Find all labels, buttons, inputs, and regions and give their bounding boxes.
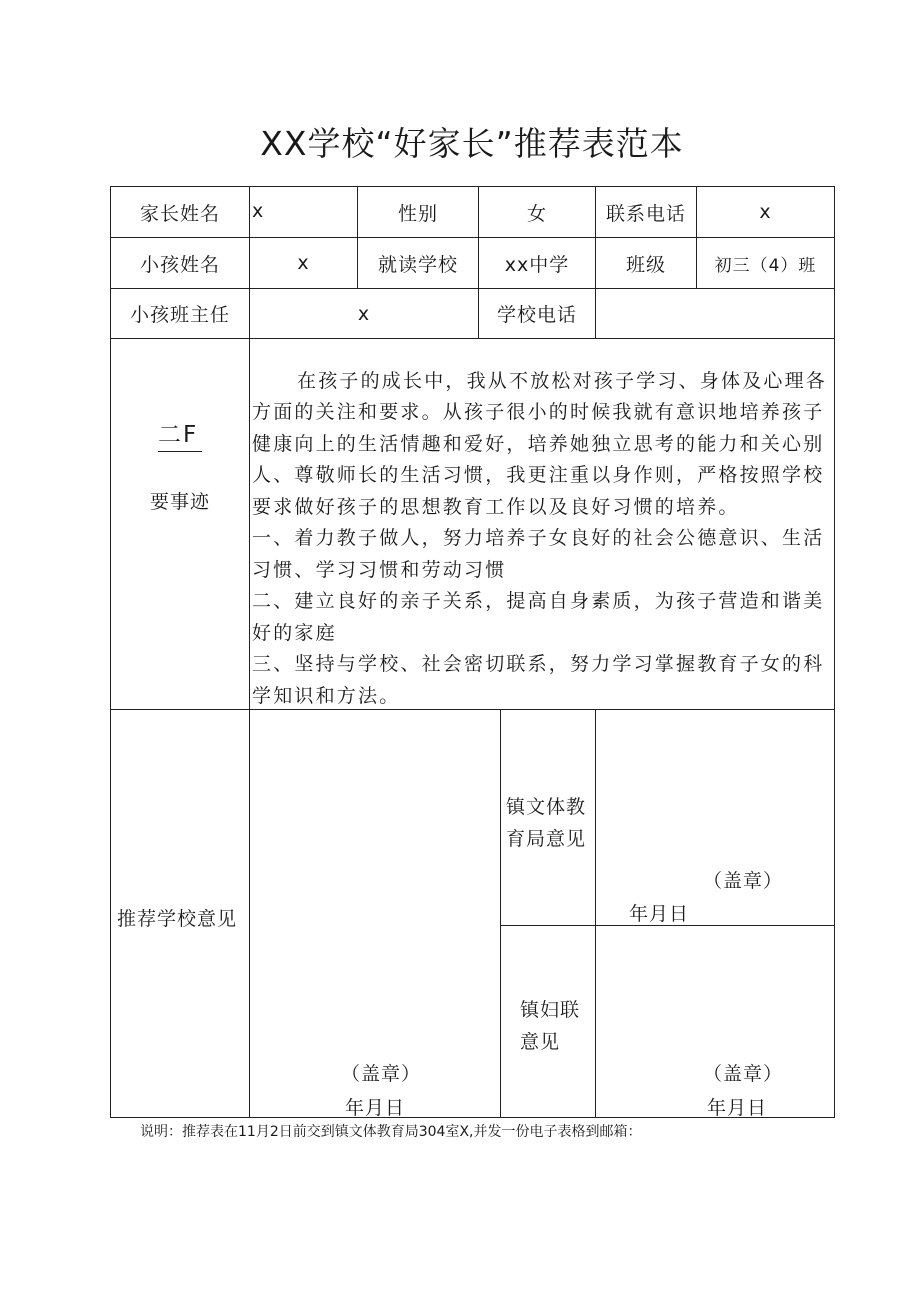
parent-name-label: 家长姓名 [139, 202, 220, 225]
column-divider [500, 709, 501, 1117]
school-date: 年月日 [345, 1097, 406, 1119]
class-value: 初三（4）班 [714, 255, 817, 276]
page-title: XX学校“好家长”推荐表范本 [260, 124, 684, 163]
deeds-label-top: 二F [158, 422, 199, 448]
deeds-line: 一、着力教子做人，努力培养子女良好的社会公德意识、生活 [252, 527, 825, 549]
teacher-value: x [357, 302, 371, 325]
bureau-label-line2: 育局意见 [506, 828, 587, 850]
footnote: 说明：推荐表在11月2日前交到镇文体教育局304室X,并发一份电子表格到邮箱： [140, 1124, 642, 1140]
phone-value: x [759, 201, 772, 223]
table-border-right [834, 186, 835, 1117]
deeds-line: 方面的关注和要求。从孩子很小的时候我就有意识地培养孩子 [252, 401, 825, 423]
deeds-line: 要求做好孩子的思想教育工作以及良好习惯的培养。 [252, 496, 740, 518]
school-value: xx中学 [504, 253, 570, 276]
gender-value: 女 [526, 202, 547, 225]
women-seal: （盖章） [703, 1063, 784, 1085]
deeds-line: 健康向上的生活情趣和爱好，培养她独立思考的能力和关心别 [252, 433, 825, 455]
deeds-line: 好的家庭 [252, 622, 337, 644]
class-label: 班级 [625, 253, 666, 276]
women-date: 年月日 [707, 1097, 768, 1119]
row-divider [110, 709, 835, 710]
women-label-line1: 镇妇联 [520, 999, 581, 1021]
phone-label: 联系电话 [605, 202, 686, 225]
bureau-label-line1: 镇文体教 [506, 796, 587, 818]
school-seal: （盖章） [341, 1063, 422, 1085]
parent-name-value: x [252, 200, 265, 222]
row-divider [110, 338, 835, 339]
deeds-line: 三、坚持与学校、社会密切联系，努力学习掌握教育子女的科 [252, 653, 825, 675]
school-phone-value [596, 289, 834, 338]
school-phone-label: 学校电话 [496, 304, 577, 326]
bureau-seal: （盖章） [703, 870, 784, 892]
deeds-line: 人、尊敬师长的生活习惯，我更注重以身作则，严格按照学校 [252, 464, 825, 486]
deeds-label-mark [158, 416, 198, 449]
bureau-date: 年月日 [629, 903, 690, 925]
underline [158, 451, 202, 452]
gender-label: 性别 [397, 202, 438, 225]
child-name-label: 小孩姓名 [139, 253, 220, 276]
deeds-line: 二、建立良好的亲子关系，提高自身素质，为孩子营造和谐美 [252, 590, 825, 612]
teacher-label: 小孩班主任 [129, 304, 230, 326]
deeds-line: 习惯、学习习惯和劳动习惯 [252, 559, 507, 581]
deeds-line: 在孩子的成长中，我从不放松对孩子学习、身体及心理各 [297, 370, 828, 392]
child-name-value: x [297, 252, 310, 274]
school-opinion-label: 推荐学校意见 [117, 908, 238, 930]
column-divider [595, 709, 596, 1117]
deeds-label-bottom: 要事迹 [150, 491, 211, 513]
school-label: 就读学校 [377, 253, 458, 276]
deeds-line: 学知识和方法。 [252, 685, 401, 707]
women-label-line2: 意见 [520, 1031, 561, 1053]
